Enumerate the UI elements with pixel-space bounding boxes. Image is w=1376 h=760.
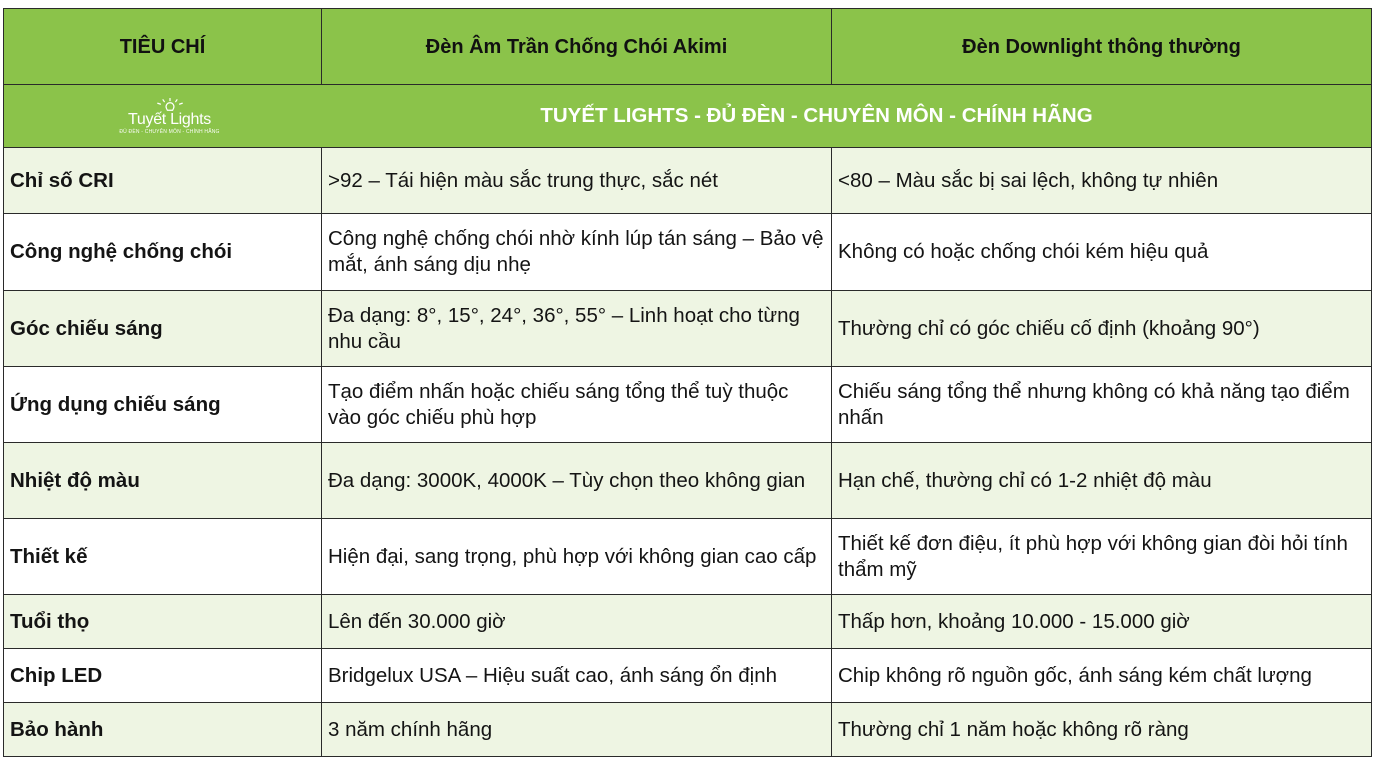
criterion-cell: Nhiệt độ màu bbox=[4, 443, 322, 518]
logo-tagline: ĐỦ ĐÈN - CHUYÊN MÔN - CHÍNH HÃNG bbox=[119, 128, 220, 135]
table-row bbox=[4, 595, 1371, 649]
banner-slogan: TUYẾT LIGHTS - ĐỦ ĐÈN - CHUYÊN MÔN - CHÍNH HÃNG bbox=[540, 104, 1093, 127]
regular-cell: Chiếu sáng tổng thể nhưng không có khả năng tạo điểm nhấn bbox=[838, 379, 1350, 429]
table-row bbox=[4, 291, 1371, 367]
criterion-cell: Thiết kế bbox=[4, 519, 322, 594]
header-regular-downlight: Đèn Downlight thông thường bbox=[962, 35, 1241, 58]
table-row bbox=[4, 148, 1371, 214]
criterion-cell: Chip LED bbox=[4, 649, 322, 702]
regular-cell: Thường chỉ 1 năm hoặc không rõ ràng bbox=[838, 717, 1189, 741]
akimi-cell: Lên đến 30.000 giờ bbox=[322, 595, 832, 648]
table-row bbox=[4, 649, 1371, 703]
regular-cell: Thiết kế đơn điệu, ít phù hợp với không gian đòi hỏi tính thẩm mỹ bbox=[838, 531, 1348, 581]
akimi-cell: 3 năm chính hãng bbox=[322, 703, 832, 756]
lightbulb-icon bbox=[150, 98, 190, 112]
akimi-cell: Đa dạng: 8°, 15°, 24°, 36°, 55° – Linh hoạt cho từng nhu cầu bbox=[322, 291, 832, 366]
akimi-cell: Tạo điểm nhấn hoặc chiếu sáng tổng thể tuỳ thuộc vào góc chiếu phù hợp bbox=[322, 367, 832, 442]
table-row bbox=[4, 519, 1371, 595]
table-header-row bbox=[4, 9, 1371, 85]
regular-cell: Hạn chế, thường chỉ có 1-2 nhiệt độ màu bbox=[838, 468, 1212, 492]
brand-banner bbox=[4, 85, 1371, 148]
akimi-cell: Đa dạng: 3000K, 4000K – Tùy chọn theo không gian bbox=[322, 443, 832, 518]
regular-cell: Không có hoặc chống chói kém hiệu quả bbox=[838, 240, 1209, 263]
regular-cell: <80 – Màu sắc bị sai lệch, không tự nhiên bbox=[838, 168, 1219, 192]
table-row bbox=[4, 214, 1371, 291]
logo-wordmark: Tuyết Lights bbox=[128, 110, 211, 128]
akimi-cell: Công nghệ chống chói nhờ kính lúp tán sáng – Bảo vệ mắt, ánh sáng dịu nhẹ bbox=[322, 214, 832, 290]
comparison-table bbox=[3, 8, 1372, 757]
criterion-cell: Tuổi thọ bbox=[4, 595, 322, 648]
akimi-cell: Hiện đại, sang trọng, phù hợp với không gian cao cấp bbox=[322, 519, 832, 594]
criterion-cell: Công nghệ chống chói bbox=[4, 214, 322, 290]
regular-cell: Chip không rõ nguồn gốc, ánh sáng kém chất lượng bbox=[838, 663, 1312, 687]
tuyet-lights-logo bbox=[112, 85, 227, 148]
table-row bbox=[4, 703, 1371, 756]
criterion-cell: Góc chiếu sáng bbox=[4, 291, 322, 366]
header-akimi: Đèn Âm Trần Chống Chói Akimi bbox=[322, 9, 832, 84]
table-row bbox=[4, 367, 1371, 443]
criterion-cell: Ứng dụng chiếu sáng bbox=[4, 367, 322, 442]
akimi-cell: Bridgelux USA – Hiệu suất cao, ánh sáng ổn định bbox=[322, 649, 832, 702]
akimi-cell: >92 – Tái hiện màu sắc trung thực, sắc nét bbox=[322, 148, 832, 213]
regular-cell: Thấp hơn, khoảng 10.000 - 15.000 giờ bbox=[838, 609, 1190, 633]
table-row bbox=[4, 443, 1371, 519]
criterion-cell: Chỉ số CRI bbox=[4, 148, 322, 213]
regular-cell: Thường chỉ có góc chiếu cố định (khoảng 90°) bbox=[838, 316, 1260, 340]
criterion-cell: Bảo hành bbox=[4, 703, 322, 756]
header-criteria: TIÊU CHÍ bbox=[4, 9, 322, 84]
